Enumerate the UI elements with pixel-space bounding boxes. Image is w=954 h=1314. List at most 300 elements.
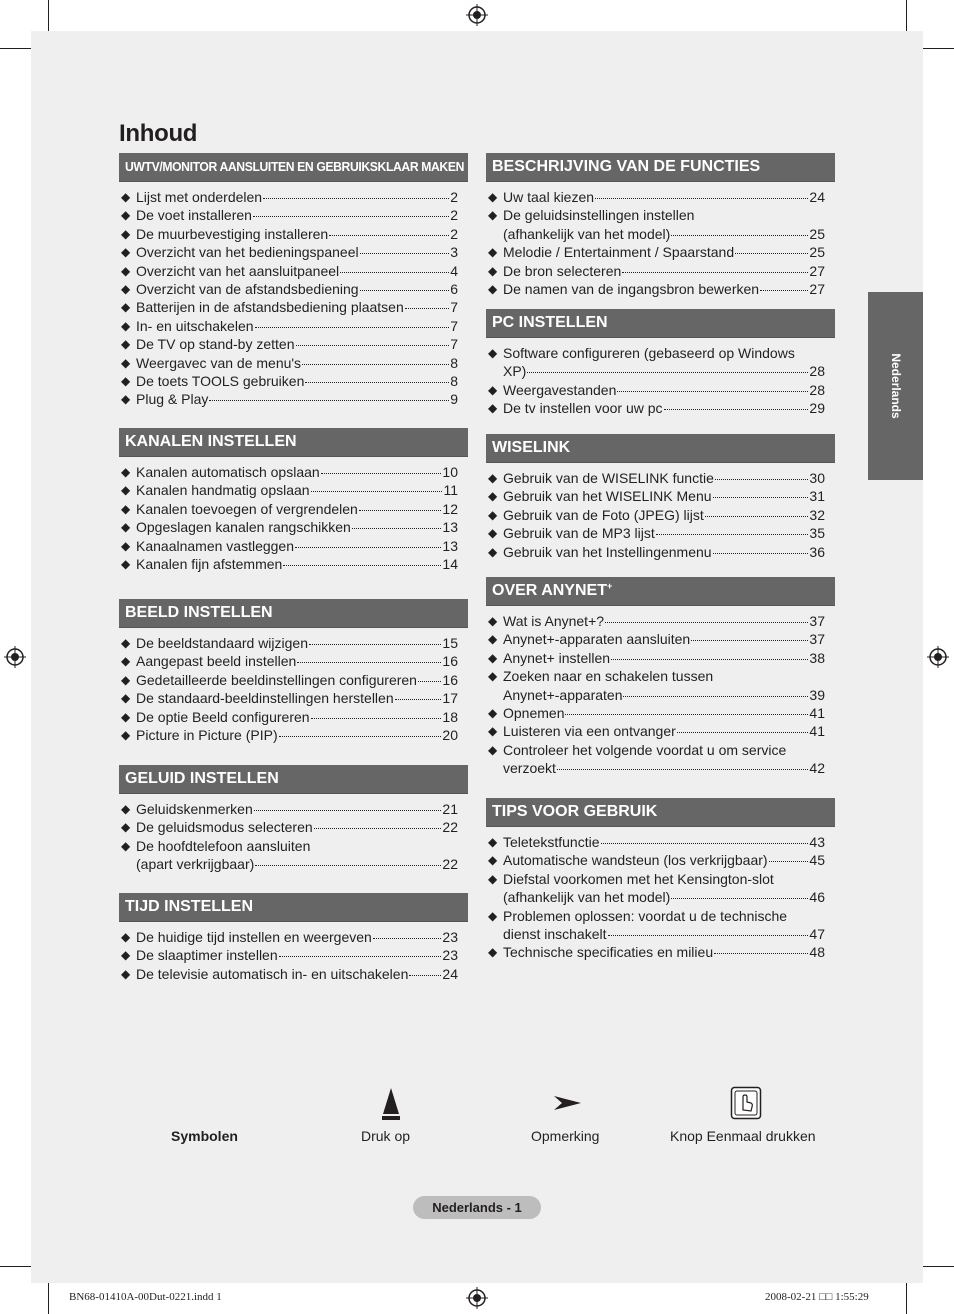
crop-mark <box>923 48 954 49</box>
toc-entry-text: De namen van de ingangsbron bewerken <box>503 281 760 298</box>
dot-leader <box>714 953 808 954</box>
toc-entry-line <box>136 298 458 316</box>
dot-leader <box>715 479 809 480</box>
toc-entry[interactable] <box>486 667 835 704</box>
toc-entry-text: Gedetailleerde beeldinstellingen configureren <box>136 671 417 688</box>
dot-leader <box>329 235 449 236</box>
toc-entry[interactable] <box>486 506 835 524</box>
toc-entry-line <box>503 399 825 417</box>
toc-entry-text: Diefstal voorkomen met het Kensington-slot <box>503 870 774 887</box>
toc-entry[interactable] <box>119 800 468 818</box>
toc-entry-line <box>503 888 825 906</box>
toc-entry[interactable] <box>486 870 835 907</box>
dot-leader <box>405 308 449 309</box>
toc-entry-page: 38 <box>809 649 825 666</box>
toc-entry-line <box>136 518 458 536</box>
toc-entry[interactable] <box>486 381 835 399</box>
diamond-bullet-icon: ◆ <box>121 374 131 389</box>
toc-entry-line <box>503 649 825 667</box>
dot-leader <box>691 640 808 641</box>
diamond-bullet-icon: ◆ <box>488 507 498 522</box>
dot-leader <box>255 327 450 328</box>
toc-section <box>119 893 468 983</box>
toc-entry[interactable] <box>486 943 835 961</box>
toc-entry-page: 3 <box>450 244 458 261</box>
toc-entry[interactable] <box>119 188 468 206</box>
toc-entry[interactable] <box>119 928 468 946</box>
toc-entry-page: 32 <box>809 506 825 523</box>
toc-entry-line <box>503 686 825 704</box>
diamond-bullet-icon: ◆ <box>488 282 498 297</box>
toc-section <box>119 599 468 744</box>
toc-entry-line <box>503 362 825 380</box>
dot-leader <box>713 497 809 498</box>
dot-leader <box>671 235 808 236</box>
toc-entry[interactable] <box>119 280 468 298</box>
toc-entry-page: 39 <box>809 686 825 703</box>
toc-entry[interactable] <box>486 469 835 487</box>
toc-entry-page: 46 <box>809 889 825 906</box>
toc-entry[interactable] <box>486 206 835 243</box>
toc-entry-text: Overzicht van de afstandsbediening <box>136 281 359 298</box>
dot-leader <box>713 553 809 554</box>
toc-entry-page: 22 <box>442 856 458 873</box>
toc-entry-line <box>136 317 458 335</box>
toc-entry[interactable] <box>119 518 468 536</box>
toc-entry-line <box>136 689 458 707</box>
toc-item-list <box>486 833 835 962</box>
toc-entry-page: 17 <box>442 690 458 707</box>
toc-section <box>486 434 835 561</box>
toc-entry[interactable] <box>486 524 835 542</box>
toc-entry[interactable] <box>119 671 468 689</box>
symbols-title: Symbolen <box>171 1128 238 1144</box>
toc-entry-text: dienst inschakelt <box>503 926 607 943</box>
toc-entry[interactable] <box>119 243 468 261</box>
diamond-bullet-icon: ◆ <box>121 654 131 669</box>
toc-entry-page: 2 <box>450 207 458 224</box>
toc-entry[interactable] <box>486 612 835 630</box>
diamond-bullet-icon: ◆ <box>121 691 131 706</box>
toc-entry[interactable] <box>119 946 468 964</box>
diamond-bullet-icon: ◆ <box>121 966 131 981</box>
dot-leader <box>527 372 808 373</box>
toc-entry-page: 25 <box>809 225 825 242</box>
toc-entry-line <box>136 946 458 964</box>
toc-entry-line <box>136 708 458 726</box>
toc-entry-line <box>503 506 825 524</box>
toc-entry[interactable] <box>119 818 468 836</box>
toc-entry[interactable] <box>486 833 835 851</box>
toc-section-title: PC INSTELLEN <box>492 314 608 331</box>
toc-entry-text: Gebruik van de MP3 lijst <box>503 525 655 542</box>
toc-entry-text: Lijst met onderdelen <box>136 189 263 205</box>
toc-entry[interactable] <box>119 225 468 243</box>
toc-entry[interactable] <box>486 243 835 261</box>
toc-entry-text: Weergavec van de menu's <box>136 354 302 371</box>
diamond-bullet-icon: ◆ <box>488 835 498 849</box>
registration-mark-icon <box>927 646 949 668</box>
toc-section-header <box>486 309 835 338</box>
toc-entry-line <box>136 652 458 670</box>
toc-entry-page: 8 <box>450 373 458 390</box>
toc-entry[interactable] <box>486 851 835 869</box>
page-number-footer: Nederlands - 1 <box>413 1196 541 1219</box>
dot-leader <box>295 547 441 548</box>
toc-entry[interactable] <box>119 372 468 390</box>
toc-entry-line <box>503 243 825 261</box>
toc-entry[interactable] <box>119 634 468 652</box>
toc-entry-line <box>136 206 458 224</box>
diamond-bullet-icon: ◆ <box>488 489 498 504</box>
dot-leader <box>409 975 441 976</box>
diamond-bullet-icon: ◆ <box>488 263 498 278</box>
toc-entry[interactable] <box>486 907 835 944</box>
toc-section <box>486 798 835 962</box>
toc-entry-text: De toets TOOLS gebruiken <box>136 373 305 390</box>
toc-entry-line <box>503 188 825 206</box>
diamond-bullet-icon: ◆ <box>121 728 131 743</box>
toc-entry[interactable] <box>486 280 835 298</box>
toc-section-header <box>119 599 468 628</box>
diamond-bullet-icon: ◆ <box>121 557 131 572</box>
dot-leader <box>418 681 441 682</box>
toc-entry-line <box>503 851 825 869</box>
toc-entry[interactable] <box>119 262 468 280</box>
toc-entry-text: (afhankelijk van het model) <box>503 889 671 906</box>
toc-entry-text: Gebruik van de WISELINK functie <box>503 470 714 486</box>
toc-section-title: UWTV/MONITOR AANSLUITEN EN GEBRUIKSKLAAR MAKEN <box>125 159 464 174</box>
toc-entry[interactable] <box>486 704 835 722</box>
diamond-bullet-icon: ◆ <box>121 300 131 315</box>
dot-leader <box>311 491 443 492</box>
toc-entry-page: 9 <box>450 391 458 408</box>
toc-item-list <box>119 928 468 983</box>
toc-entry-page: 7 <box>450 299 458 316</box>
toc-entry-line <box>503 543 825 561</box>
toc-entry-line <box>136 354 458 372</box>
toc-entry-page: 7 <box>450 336 458 353</box>
toc-entry-line <box>136 262 458 280</box>
dot-leader <box>209 400 449 401</box>
toc-entry[interactable] <box>486 487 835 505</box>
toc-entry-line <box>136 928 458 946</box>
dot-leader <box>557 769 809 770</box>
diamond-bullet-icon: ◆ <box>121 263 131 278</box>
toc-section <box>486 577 835 778</box>
toc-section-header <box>119 428 468 457</box>
symbol-label-note: Opmerking <box>531 1128 600 1144</box>
dot-leader <box>253 216 449 217</box>
toc-entry-line <box>136 671 458 689</box>
press-arrow-icon <box>380 1086 402 1122</box>
dot-leader <box>359 510 442 511</box>
toc-entry-line <box>503 630 825 648</box>
toc-entry-text: Kanalen fijn afstemmen <box>136 556 283 573</box>
toc-section-header <box>119 153 468 182</box>
toc-entry-page: 27 <box>809 262 825 279</box>
crop-mark <box>0 1266 31 1267</box>
toc-entry[interactable] <box>119 837 468 874</box>
toc-section-title: TIPS VOOR GEBRUIK <box>492 803 658 820</box>
toc-section-title: BESCHRIJVING VAN DE FUNCTIES <box>492 158 761 175</box>
toc-entry-page: 27 <box>809 281 825 298</box>
toc-entry-text: De slaaptimer instellen <box>136 947 278 964</box>
dot-leader <box>296 345 450 346</box>
toc-section-header <box>486 577 835 606</box>
toc-section-title-superscript: + <box>606 581 613 591</box>
diamond-bullet-icon: ◆ <box>488 401 498 416</box>
toc-entry-page: 20 <box>442 727 458 744</box>
toc-entry-text: Plug & Play <box>136 391 209 408</box>
dot-leader <box>360 290 450 291</box>
diamond-bullet-icon: ◆ <box>121 501 131 516</box>
diamond-bullet-icon: ◆ <box>488 245 498 260</box>
diamond-bullet-icon: ◆ <box>488 908 498 923</box>
toc-entry-page: 24 <box>442 965 458 982</box>
dot-leader <box>395 699 442 700</box>
toc-section-header <box>119 893 468 922</box>
toc-entry-page: 16 <box>442 653 458 670</box>
toc-entry-line <box>136 280 458 298</box>
dot-leader <box>623 696 808 697</box>
toc-entry-page: 29 <box>809 400 825 417</box>
diamond-bullet-icon: ◆ <box>488 471 498 485</box>
toc-entry-page: 23 <box>442 929 458 945</box>
toc-entry[interactable] <box>486 188 835 206</box>
toc-entry[interactable] <box>119 652 468 670</box>
diamond-bullet-icon: ◆ <box>121 709 131 724</box>
toc-entry-text: Anynet+-apparaten <box>503 686 623 703</box>
toc-entry-page: 43 <box>809 834 825 850</box>
diamond-bullet-icon: ◆ <box>121 930 131 944</box>
toc-entry-line <box>136 800 458 818</box>
toc-entry-text: Anynet+-apparaten aansluiten <box>503 631 691 648</box>
toc-entry-text: Gebruik van het WISELINK Menu <box>503 488 712 505</box>
diamond-bullet-icon: ◆ <box>121 245 131 260</box>
dot-leader <box>255 865 441 866</box>
toc-entry-page: 28 <box>809 363 825 380</box>
toc-section-header <box>119 765 468 794</box>
toc-entry-line <box>503 925 825 943</box>
dot-leader <box>360 253 450 254</box>
toc-item-list <box>119 634 468 744</box>
crop-mark <box>0 48 31 49</box>
dot-leader <box>595 198 808 199</box>
toc-entry[interactable] <box>119 726 468 744</box>
toc-entry-text: Batterijen in de afstandsbediening plaatsen <box>136 299 404 316</box>
note-arrow-icon <box>552 1094 582 1112</box>
toc-section-title: GELUID INSTELLEN <box>125 770 279 787</box>
toc-entry-line <box>136 555 458 573</box>
toc-entry-line <box>136 634 458 652</box>
toc-entry-line <box>503 943 825 961</box>
toc-entry-page: 10 <box>442 464 458 480</box>
crop-mark <box>906 0 907 31</box>
diamond-bullet-icon: ◆ <box>121 392 131 407</box>
toc-entry[interactable] <box>119 500 468 518</box>
toc-entry-page: 24 <box>809 189 825 205</box>
toc-entry-line <box>136 726 458 744</box>
toc-entry-text: De tv instellen voor uw pc <box>503 400 663 417</box>
diamond-bullet-icon: ◆ <box>488 544 498 559</box>
toc-entry[interactable] <box>119 463 468 481</box>
toc-entry-page: 41 <box>809 723 825 740</box>
toc-entry-line <box>503 262 825 280</box>
toc-entry[interactable] <box>119 206 468 224</box>
toc-entry-text: De voet installeren <box>136 207 252 224</box>
toc-entry-line <box>503 225 825 243</box>
toc-entry[interactable] <box>486 399 835 417</box>
toc-entry[interactable] <box>486 630 835 648</box>
crop-mark <box>48 0 49 31</box>
toc-section-title: KANALEN INSTELLEN <box>125 433 297 450</box>
toc-entry-line <box>503 833 825 851</box>
toc-entry-text: De huidige tijd instellen en weergeven <box>136 929 372 945</box>
toc-entry[interactable] <box>119 335 468 353</box>
toc-entry-text: De optie Beeld configureren <box>136 708 310 725</box>
toc-entry-text: Overzicht van het aansluitpaneel <box>136 262 340 279</box>
toc-entry[interactable] <box>119 317 468 335</box>
diamond-bullet-icon: ◆ <box>121 226 131 241</box>
toc-entry-text: Wat is Anynet+? <box>503 613 605 629</box>
dot-leader <box>340 272 449 273</box>
toc-entry-page: 18 <box>442 708 458 725</box>
dot-leader <box>279 736 442 737</box>
dot-leader <box>314 828 442 829</box>
toc-entry-text: De geluidsinstellingen instellen <box>503 207 695 224</box>
dot-leader <box>735 253 808 254</box>
dot-leader <box>671 898 808 899</box>
toc-entry-text: De bron selecteren <box>503 262 622 279</box>
toc-entry-text: Automatische wandsteun (los verkrijgbaar) <box>503 852 768 869</box>
toc-entry-line <box>136 855 458 873</box>
toc-entry[interactable] <box>119 354 468 372</box>
toc-entry-page: 47 <box>809 926 825 943</box>
toc-entry-page: 14 <box>442 556 458 573</box>
toc-entry-text: Overzicht van het bedieningspaneel <box>136 244 359 261</box>
one-touch-button-icon <box>730 1086 762 1120</box>
symbols-legend <box>0 1082 954 1152</box>
toc-entry[interactable] <box>119 965 468 983</box>
toc-entry[interactable] <box>486 649 835 667</box>
toc-item-list <box>486 612 835 778</box>
toc-section-title: TIJD INSTELLEN <box>125 898 254 915</box>
diamond-bullet-icon: ◆ <box>488 190 498 204</box>
toc-entry-line <box>136 463 458 481</box>
diamond-bullet-icon: ◆ <box>488 346 498 360</box>
dot-leader <box>302 364 449 365</box>
toc-entry-text: Zoeken naar en schakelen tussen <box>503 668 714 685</box>
dot-leader <box>705 516 809 517</box>
toc-section <box>486 309 835 418</box>
dot-leader <box>608 935 809 936</box>
toc-entry[interactable] <box>486 344 835 381</box>
crop-mark <box>48 1283 49 1314</box>
toc-entry-line <box>136 481 458 499</box>
registration-mark-icon <box>4 646 26 668</box>
toc-section-title: WISELINK <box>492 439 571 456</box>
toc-entry-text: Aangepast beeld instellen <box>136 653 297 670</box>
symbol-label-one-touch: Knop Eenmaal drukken <box>670 1128 816 1144</box>
toc-entry-page: 6 <box>450 281 458 298</box>
toc-section <box>119 153 468 409</box>
toc-entry[interactable] <box>119 537 468 555</box>
toc-entry-text: De muurbevestiging installeren <box>136 225 329 242</box>
toc-entry[interactable] <box>119 481 468 499</box>
diamond-bullet-icon: ◆ <box>488 706 498 721</box>
toc-entry[interactable] <box>486 722 835 740</box>
toc-entry[interactable] <box>119 689 468 707</box>
toc-entry-page: 21 <box>442 801 458 817</box>
toc-section <box>119 428 468 573</box>
dot-leader <box>565 714 808 715</box>
toc-item-list <box>486 469 835 561</box>
toc-section-header <box>486 153 835 182</box>
toc-entry-text: Software configureren (gebaseerd op Windows <box>503 345 795 361</box>
toc-entry-page: 23 <box>442 947 458 964</box>
dot-leader <box>297 662 441 663</box>
page-title: Inhoud <box>119 120 198 147</box>
toc-entry[interactable] <box>119 298 468 316</box>
toc-section <box>486 153 835 298</box>
toc-entry-text: Kanaalnamen vastleggen <box>136 537 295 554</box>
toc-item-list <box>119 463 468 573</box>
toc-entry-text: Melodie / Entertainment / Spaarstand <box>503 244 735 261</box>
crop-mark <box>923 1266 954 1267</box>
diamond-bullet-icon: ◆ <box>121 672 131 687</box>
toc-entry[interactable] <box>119 708 468 726</box>
dot-leader <box>622 272 808 273</box>
toc-section <box>119 765 468 874</box>
toc-entry-line <box>136 500 458 518</box>
toc-entry[interactable] <box>119 390 468 408</box>
toc-entry-line <box>136 390 458 408</box>
toc-entry-text: (afhankelijk van het model) <box>503 225 671 242</box>
toc-item-list <box>119 800 468 874</box>
toc-entry-text: De hoofdtelefoon aansluiten <box>136 837 311 854</box>
toc-entry-page: 7 <box>450 317 458 334</box>
toc-entry[interactable] <box>119 555 468 573</box>
diamond-bullet-icon: ◆ <box>121 282 131 297</box>
toc-section-title: OVER ANYNET <box>492 582 607 599</box>
toc-entry-line <box>503 759 825 777</box>
dot-leader <box>263 198 449 199</box>
toc-entry-text: Kanalen handmatig opslaan <box>136 482 310 499</box>
diamond-bullet-icon: ◆ <box>121 520 131 535</box>
toc-item-list <box>486 344 835 418</box>
dot-leader <box>279 956 442 957</box>
toc-entry-line <box>503 524 825 542</box>
diamond-bullet-icon: ◆ <box>121 538 131 553</box>
diamond-bullet-icon: ◆ <box>121 337 131 352</box>
registration-mark-icon <box>466 1287 488 1309</box>
dot-leader <box>321 473 442 474</box>
toc-entry-line <box>503 722 825 740</box>
crop-mark <box>906 1283 907 1314</box>
dot-leader <box>664 409 809 410</box>
toc-entry-page: 2 <box>450 225 458 242</box>
toc-entry-line <box>503 704 825 722</box>
toc-entry[interactable] <box>486 543 835 561</box>
diamond-bullet-icon: ◆ <box>488 208 498 223</box>
toc-entry-text: De geluidsmodus selecteren <box>136 819 313 836</box>
toc-entry-page: 30 <box>809 470 825 486</box>
toc-entry-text: Geluidskenmerken <box>136 801 253 817</box>
toc-entry[interactable] <box>486 262 835 280</box>
diamond-bullet-icon: ◆ <box>488 614 498 628</box>
toc-entry[interactable] <box>486 741 835 778</box>
